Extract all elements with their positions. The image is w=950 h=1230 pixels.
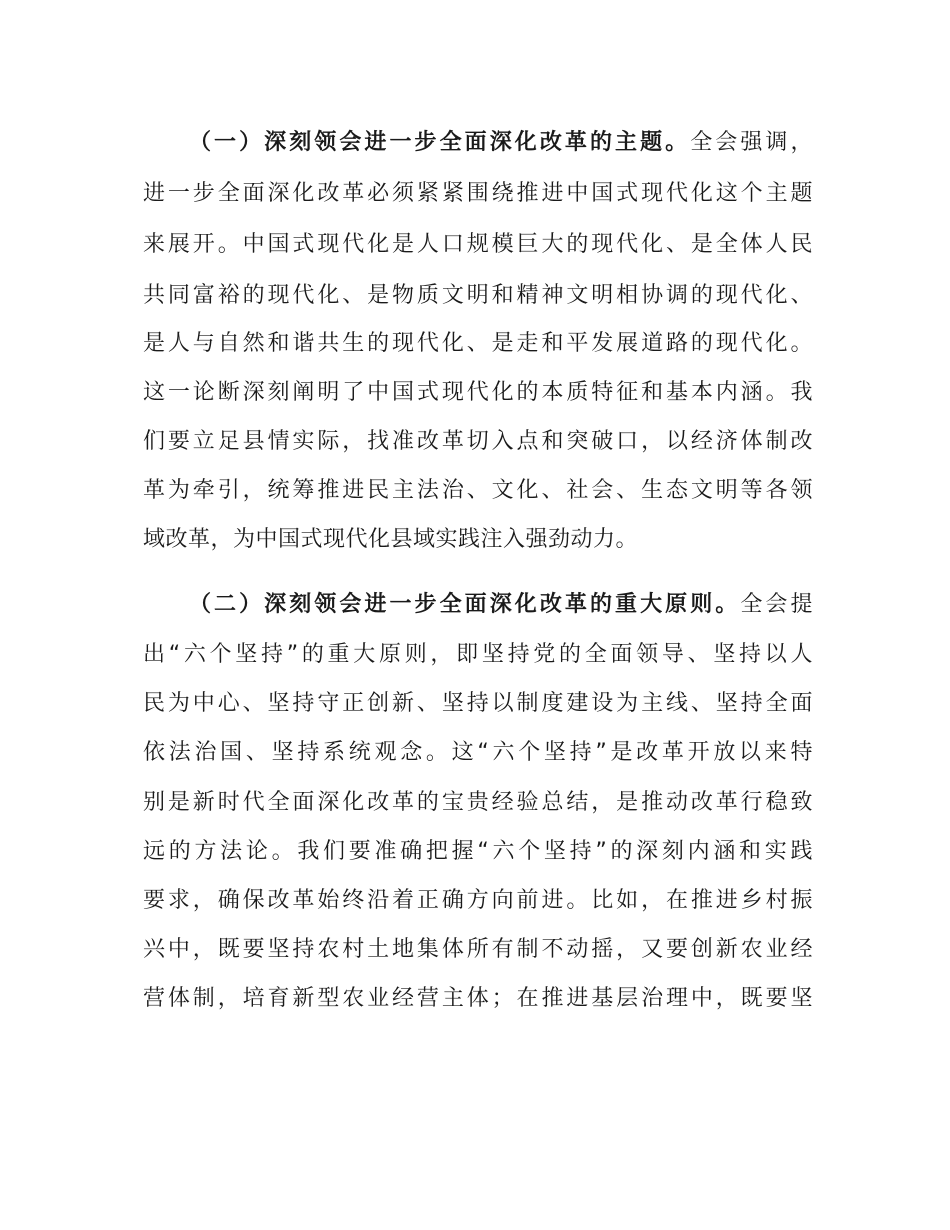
paragraph-1-line-9: 域改革，为中国式现代化县域实践注入强劲动力。 [143,527,639,552]
paragraph-2-line-4: 依法治国、坚持系统观念。这“六个坚持”是改革开放以来特 [143,740,813,765]
paragraph-2-text: 全会提 [740,592,813,617]
paragraph-1-line-1 [189,128,813,158]
paragraph-1-line-8: 革为牵引，统筹推进民主法治、文化、社会、生态文明等各领 [143,478,813,503]
paragraph-2-line-6: 远的方法论。我们要准确把握“六个坚持”的深刻内涵和实践 [143,839,813,864]
paragraph-1-text: 全会强调， [690,130,813,155]
paragraph-2-line-9: 营体制，培育新型农业经营主体；在推进基层治理中，既要坚 [143,986,813,1011]
paragraph-1-line-7: 们要立足县情实际，找准改革切入点和突破口，以经济体制改 [143,429,813,454]
paragraph-2-line-3: 民为中心、坚持守正创新、坚持以制度建设为主线、坚持全面 [143,691,813,716]
paragraph-1-line-4: 共同富裕的现代化、是物质文明和精神文明相协调的现代化、 [143,283,813,308]
paragraph-2-line-7: 要求，确保改革始终沿着正确方向前进。比如，在推进乡村振 [143,888,813,913]
paragraph-1-line-6: 这一论断深刻阐明了中国式现代化的本质特征和基本内涵。我 [143,380,813,405]
paragraph-2-line-2: 出“六个坚持”的重大原则，即坚持党的全面领导、坚持以人 [143,642,813,667]
paragraph-2-line-8: 兴中，既要坚持农村土地集体所有制不动摇，又要创新农业经 [143,937,813,962]
paragraph-1-line-5: 是人与自然和谐共生的现代化、是走和平发展道路的现代化。 [143,331,813,356]
paragraph-2-line-1 [189,590,813,620]
paragraph-2-line-5: 别是新时代全面深化改革的宝贵经验总结，是推动改革行稳致 [143,790,813,815]
paragraph-1-heading: （一）深刻领会进一步全面深化改革的主题。 [189,130,691,155]
paragraph-1-line-3: 来展开。中国式现代化是人口规模巨大的现代化、是全体人民 [143,232,813,257]
paragraph-1-line-2: 进一步全面深化改革必须紧紧围绕推进中国式现代化这个主题 [143,181,813,206]
paragraph-2-heading: （二）深刻领会进一步全面深化改革的重大原则。 [189,592,741,617]
